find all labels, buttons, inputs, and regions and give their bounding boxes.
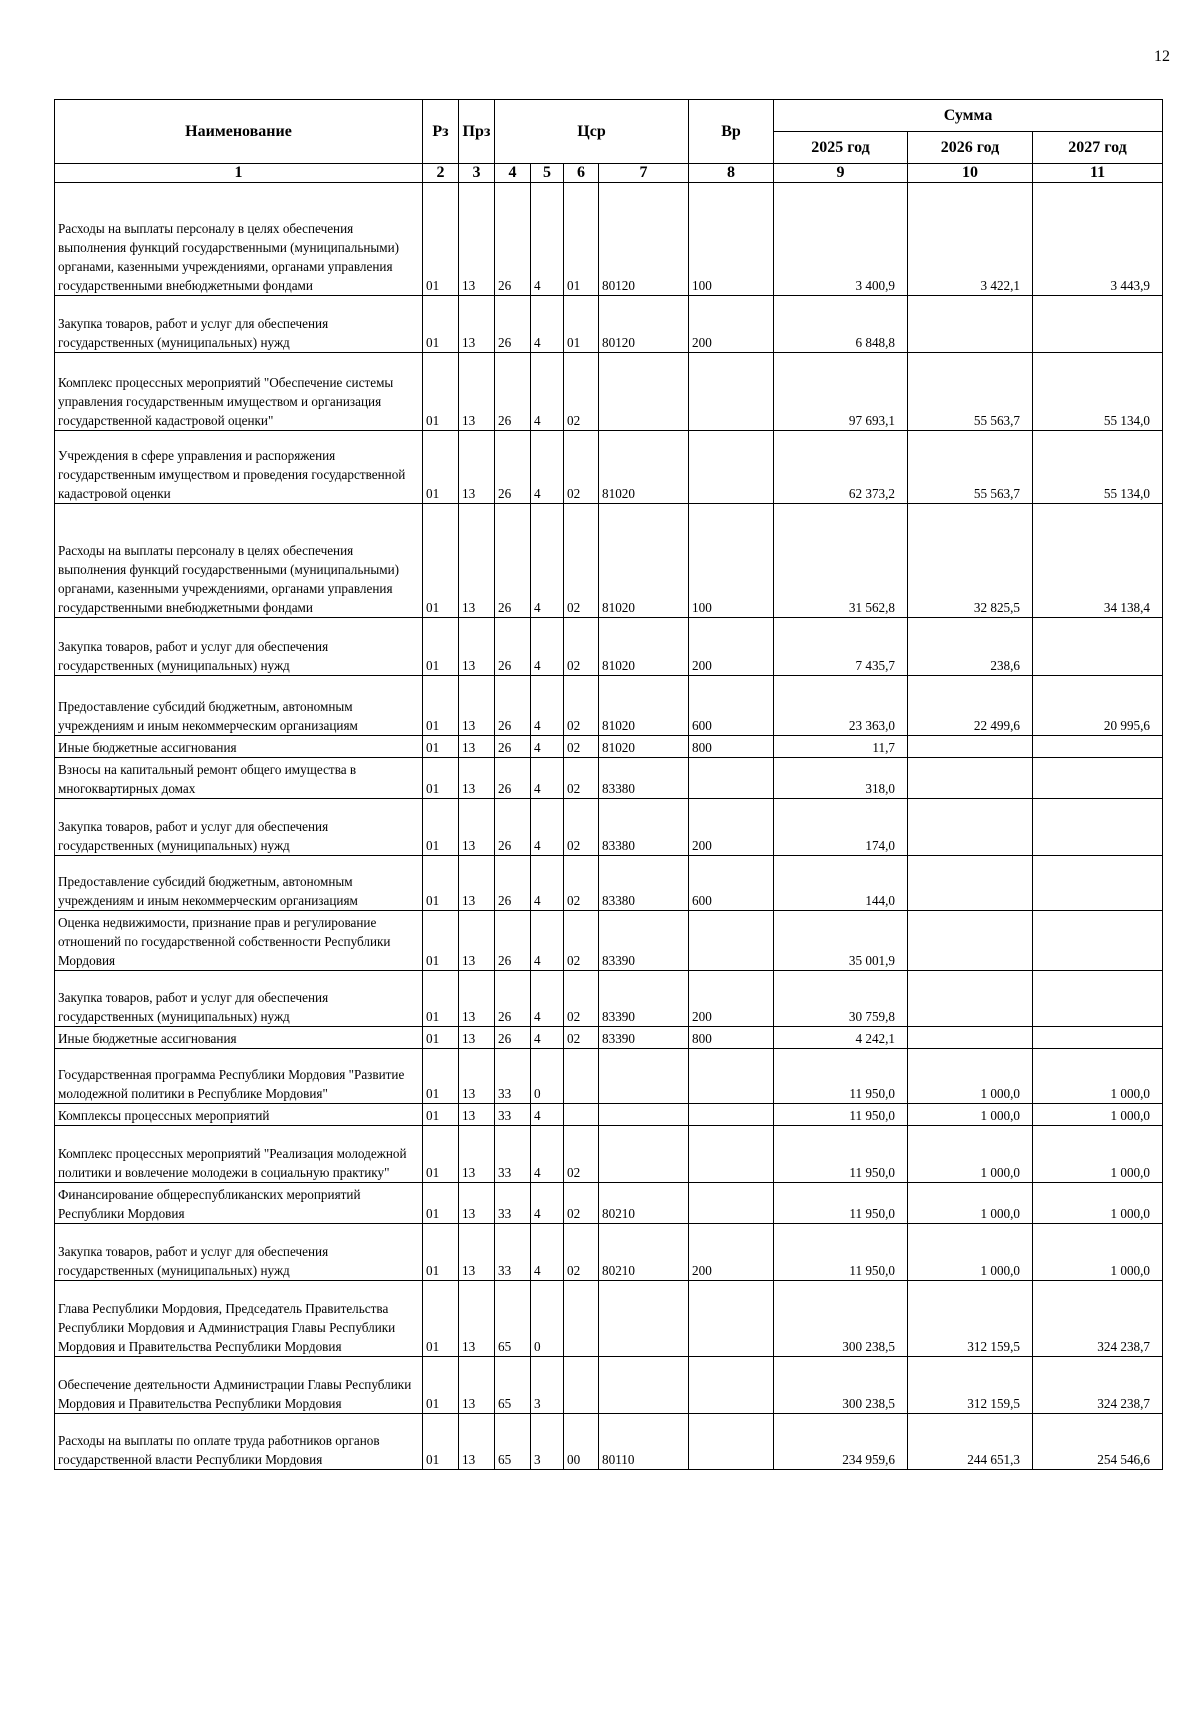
table-cell-prz: 13 bbox=[459, 1126, 495, 1183]
table-cell-sum-2025: 11,7 bbox=[774, 736, 908, 758]
table-cell-rz: 01 bbox=[423, 1104, 459, 1126]
table-cell-csr-7 bbox=[599, 1357, 689, 1414]
table-row bbox=[55, 1027, 1163, 1049]
table-cell-prz: 13 bbox=[459, 736, 495, 758]
column-number: 7 bbox=[599, 164, 689, 183]
table-cell-csr-7: 83390 bbox=[599, 1027, 689, 1049]
table-cell-name: Государственная программа Республики Мордовия "Развитие молодежной политики в Республике Мордовия" bbox=[55, 1049, 423, 1104]
table-cell-csr-6 bbox=[564, 1049, 599, 1104]
table-cell-csr-7 bbox=[599, 1126, 689, 1183]
table-cell-rz: 01 bbox=[423, 1049, 459, 1104]
table-cell-csr-5: 4 bbox=[531, 431, 564, 504]
table-cell-prz: 13 bbox=[459, 758, 495, 799]
table-cell-sum-2026: 238,6 bbox=[908, 618, 1033, 676]
table-cell-prz: 13 bbox=[459, 1357, 495, 1414]
table-cell-csr-5: 4 bbox=[531, 736, 564, 758]
header-row bbox=[55, 100, 1163, 132]
table-cell-sum-2025: 97 693,1 bbox=[774, 353, 908, 431]
table-cell-prz: 13 bbox=[459, 504, 495, 618]
table-cell-csr-6: 02 bbox=[564, 1126, 599, 1183]
table-cell-prz: 13 bbox=[459, 856, 495, 911]
table-cell-csr-7: 83390 bbox=[599, 911, 689, 971]
table-cell-vr bbox=[689, 1414, 774, 1470]
table-cell-sum-2026 bbox=[908, 736, 1033, 758]
table-row bbox=[55, 431, 1163, 504]
table-cell-sum-2026: 32 825,5 bbox=[908, 504, 1033, 618]
table-cell-csr-4: 26 bbox=[495, 676, 531, 736]
table-cell-name: Иные бюджетные ассигнования bbox=[55, 1027, 423, 1049]
header-prz: Прз bbox=[459, 100, 495, 164]
table-cell-csr-5: 4 bbox=[531, 911, 564, 971]
table-cell-name: Расходы на выплаты персоналу в целях обеспечения выполнения функций государственными (муниципальными) органами, казенными учреждениями, органами управления государственными внебюджетными фондами bbox=[55, 183, 423, 296]
table-cell-sum-2027: 20 995,6 bbox=[1033, 676, 1163, 736]
table-cell-prz: 13 bbox=[459, 911, 495, 971]
table-body bbox=[55, 183, 1163, 1470]
table-cell-rz: 01 bbox=[423, 1027, 459, 1049]
table-cell-csr-4: 26 bbox=[495, 736, 531, 758]
table-cell-csr-5: 4 bbox=[531, 676, 564, 736]
table-cell-name: Предоставление субсидий бюджетным, автономным учреждениям и иным некоммерческим организациям bbox=[55, 676, 423, 736]
table-cell-rz: 01 bbox=[423, 296, 459, 353]
table-cell-csr-6: 02 bbox=[564, 1183, 599, 1224]
table-cell-sum-2026: 1 000,0 bbox=[908, 1224, 1033, 1281]
table-cell-sum-2025: 11 950,0 bbox=[774, 1126, 908, 1183]
table-cell-sum-2026: 1 000,0 bbox=[908, 1104, 1033, 1126]
table-cell-csr-7: 81020 bbox=[599, 676, 689, 736]
table-row bbox=[55, 1414, 1163, 1470]
table-cell-sum-2027 bbox=[1033, 758, 1163, 799]
table-cell-rz: 01 bbox=[423, 1126, 459, 1183]
table-cell-sum-2025: 30 759,8 bbox=[774, 971, 908, 1027]
column-number: 10 bbox=[908, 164, 1033, 183]
table-cell-prz: 13 bbox=[459, 1414, 495, 1470]
table-cell-sum-2026: 312 159,5 bbox=[908, 1357, 1033, 1414]
table-row bbox=[55, 1049, 1163, 1104]
table-cell-vr: 100 bbox=[689, 504, 774, 618]
table-cell-csr-7: 81020 bbox=[599, 618, 689, 676]
table-cell-csr-4: 26 bbox=[495, 431, 531, 504]
column-number: 6 bbox=[564, 164, 599, 183]
table-cell-vr bbox=[689, 353, 774, 431]
table-cell-rz: 01 bbox=[423, 1183, 459, 1224]
table-cell-name: Оценка недвижимости, признание прав и регулирование отношений по государственной собственности Республики Мордовия bbox=[55, 911, 423, 971]
table-cell-sum-2025: 11 950,0 bbox=[774, 1104, 908, 1126]
table-cell-rz: 01 bbox=[423, 504, 459, 618]
table-cell-csr-5: 3 bbox=[531, 1357, 564, 1414]
table-cell-csr-4: 26 bbox=[495, 758, 531, 799]
header-year-2027: 2027 год bbox=[1033, 132, 1163, 164]
table-cell-vr: 100 bbox=[689, 183, 774, 296]
table-cell-sum-2026 bbox=[908, 758, 1033, 799]
table-cell-prz: 13 bbox=[459, 1224, 495, 1281]
table-cell-csr-5: 4 bbox=[531, 1104, 564, 1126]
table-cell-csr-4: 26 bbox=[495, 971, 531, 1027]
table-cell-csr-7: 81020 bbox=[599, 504, 689, 618]
table-cell-name: Закупка товаров, работ и услуг для обеспечения государственных (муниципальных) нужд bbox=[55, 618, 423, 676]
table-cell-sum-2027: 55 134,0 bbox=[1033, 431, 1163, 504]
table-cell-prz: 13 bbox=[459, 1104, 495, 1126]
table-cell-csr-7: 80110 bbox=[599, 1414, 689, 1470]
table-cell-name: Обеспечение деятельности Администрации Главы Республики Мордовия и Правительства Республики Мордовия bbox=[55, 1357, 423, 1414]
table-cell-csr-5: 4 bbox=[531, 618, 564, 676]
table-cell-prz: 13 bbox=[459, 296, 495, 353]
table-cell-csr-4: 26 bbox=[495, 911, 531, 971]
table-cell-sum-2027: 3 443,9 bbox=[1033, 183, 1163, 296]
table-cell-sum-2025: 7 435,7 bbox=[774, 618, 908, 676]
table-cell-csr-7: 83380 bbox=[599, 799, 689, 856]
table-cell-sum-2027 bbox=[1033, 911, 1163, 971]
header-year-2026: 2026 год bbox=[908, 132, 1033, 164]
table-cell-sum-2027 bbox=[1033, 1027, 1163, 1049]
table-cell-csr-6 bbox=[564, 1281, 599, 1357]
table-cell-csr-6: 02 bbox=[564, 736, 599, 758]
table-cell-csr-4: 26 bbox=[495, 1027, 531, 1049]
table-cell-vr: 600 bbox=[689, 676, 774, 736]
table-row bbox=[55, 618, 1163, 676]
table-row bbox=[55, 1126, 1163, 1183]
table-row bbox=[55, 1224, 1163, 1281]
table-cell-sum-2025: 11 950,0 bbox=[774, 1183, 908, 1224]
table-cell-csr-7: 81020 bbox=[599, 736, 689, 758]
header-csr: Цср bbox=[495, 100, 689, 164]
table-cell-csr-7: 83380 bbox=[599, 856, 689, 911]
table-cell-csr-5: 4 bbox=[531, 971, 564, 1027]
table-cell-sum-2025: 318,0 bbox=[774, 758, 908, 799]
table-cell-csr-6: 02 bbox=[564, 431, 599, 504]
table-cell-sum-2025: 35 001,9 bbox=[774, 911, 908, 971]
column-number: 4 bbox=[495, 164, 531, 183]
table-cell-name: Расходы на выплаты персоналу в целях обеспечения выполнения функций государственными (муниципальными) органами, казенными учреждениями, органами управления государственными внебюджетными фондами bbox=[55, 504, 423, 618]
table-cell-rz: 01 bbox=[423, 856, 459, 911]
table-cell-rz: 01 bbox=[423, 736, 459, 758]
table-row bbox=[55, 296, 1163, 353]
table-cell-sum-2027: 1 000,0 bbox=[1033, 1126, 1163, 1183]
table-cell-vr: 600 bbox=[689, 856, 774, 911]
table-cell-sum-2027: 324 238,7 bbox=[1033, 1357, 1163, 1414]
table-cell-sum-2026: 3 422,1 bbox=[908, 183, 1033, 296]
column-number: 1 bbox=[55, 164, 423, 183]
table-row bbox=[55, 1104, 1163, 1126]
table-cell-sum-2027: 1 000,0 bbox=[1033, 1183, 1163, 1224]
table-cell-sum-2027 bbox=[1033, 736, 1163, 758]
table-cell-prz: 13 bbox=[459, 431, 495, 504]
table-cell-csr-7 bbox=[599, 1281, 689, 1357]
table-row bbox=[55, 856, 1163, 911]
table-cell-vr bbox=[689, 1049, 774, 1104]
header-year-2025: 2025 год bbox=[774, 132, 908, 164]
table-cell-vr bbox=[689, 1357, 774, 1414]
column-number: 9 bbox=[774, 164, 908, 183]
table-cell-csr-5: 4 bbox=[531, 183, 564, 296]
column-number: 11 bbox=[1033, 164, 1163, 183]
table-cell-sum-2027: 1 000,0 bbox=[1033, 1049, 1163, 1104]
column-number: 3 bbox=[459, 164, 495, 183]
table-cell-sum-2025: 62 373,2 bbox=[774, 431, 908, 504]
table-cell-sum-2027: 1 000,0 bbox=[1033, 1104, 1163, 1126]
table-cell-csr-4: 26 bbox=[495, 183, 531, 296]
table-cell-sum-2026: 1 000,0 bbox=[908, 1183, 1033, 1224]
table-cell-sum-2027 bbox=[1033, 799, 1163, 856]
table-cell-csr-6: 02 bbox=[564, 911, 599, 971]
budget-table bbox=[54, 99, 1163, 1470]
table-cell-csr-4: 65 bbox=[495, 1414, 531, 1470]
table-cell-csr-4: 33 bbox=[495, 1049, 531, 1104]
table-cell-sum-2026 bbox=[908, 1027, 1033, 1049]
table-cell-sum-2027 bbox=[1033, 618, 1163, 676]
table-cell-csr-7: 80120 bbox=[599, 183, 689, 296]
table-cell-csr-5: 0 bbox=[531, 1281, 564, 1357]
table-cell-prz: 13 bbox=[459, 799, 495, 856]
table-cell-sum-2027: 254 546,6 bbox=[1033, 1414, 1163, 1470]
table-cell-prz: 13 bbox=[459, 676, 495, 736]
table-cell-vr bbox=[689, 1183, 774, 1224]
table-cell-sum-2027 bbox=[1033, 856, 1163, 911]
table-cell-vr: 200 bbox=[689, 799, 774, 856]
table-cell-csr-7 bbox=[599, 353, 689, 431]
table-cell-csr-4: 26 bbox=[495, 799, 531, 856]
table-cell-csr-6: 02 bbox=[564, 618, 599, 676]
table-cell-csr-4: 33 bbox=[495, 1183, 531, 1224]
table-cell-csr-4: 33 bbox=[495, 1126, 531, 1183]
table-cell-sum-2027 bbox=[1033, 971, 1163, 1027]
table-cell-prz: 13 bbox=[459, 1049, 495, 1104]
table-cell-name: Взносы на капитальный ремонт общего имущества в многоквартирных домах bbox=[55, 758, 423, 799]
header-vr: Вр bbox=[689, 100, 774, 164]
table-cell-csr-4: 26 bbox=[495, 504, 531, 618]
table-cell-csr-5: 4 bbox=[531, 856, 564, 911]
table-row bbox=[55, 1281, 1163, 1357]
table-cell-name: Финансирование общереспубликанских мероприятий Республики Мордовия bbox=[55, 1183, 423, 1224]
table-cell-csr-6: 02 bbox=[564, 856, 599, 911]
table-cell-csr-5: 4 bbox=[531, 799, 564, 856]
table-cell-csr-7: 81020 bbox=[599, 431, 689, 504]
table-row bbox=[55, 353, 1163, 431]
table-cell-vr: 200 bbox=[689, 1224, 774, 1281]
table-cell-vr: 200 bbox=[689, 971, 774, 1027]
table-cell-csr-6: 02 bbox=[564, 676, 599, 736]
table-cell-name: Предоставление субсидий бюджетным, автономным учреждениям и иным некоммерческим организациям bbox=[55, 856, 423, 911]
table-row bbox=[55, 736, 1163, 758]
table-cell-csr-6: 02 bbox=[564, 758, 599, 799]
table-row bbox=[55, 676, 1163, 736]
column-number: 5 bbox=[531, 164, 564, 183]
header-sum: Сумма bbox=[774, 100, 1163, 132]
table-cell-sum-2027 bbox=[1033, 296, 1163, 353]
table-cell-name: Закупка товаров, работ и услуг для обеспечения государственных (муниципальных) нужд bbox=[55, 296, 423, 353]
table-cell-vr: 200 bbox=[689, 618, 774, 676]
table-cell-sum-2025: 234 959,6 bbox=[774, 1414, 908, 1470]
table-cell-sum-2026: 312 159,5 bbox=[908, 1281, 1033, 1357]
table-row bbox=[55, 183, 1163, 296]
table-cell-vr: 800 bbox=[689, 1027, 774, 1049]
table-cell-csr-4: 65 bbox=[495, 1357, 531, 1414]
table-cell-csr-5: 3 bbox=[531, 1414, 564, 1470]
table-cell-rz: 01 bbox=[423, 911, 459, 971]
table-cell-sum-2026 bbox=[908, 799, 1033, 856]
page-number: 12 bbox=[1154, 48, 1170, 65]
table-cell-vr: 800 bbox=[689, 736, 774, 758]
table-cell-prz: 13 bbox=[459, 618, 495, 676]
table-cell-rz: 01 bbox=[423, 1357, 459, 1414]
table-cell-csr-4: 26 bbox=[495, 618, 531, 676]
table-cell-vr: 200 bbox=[689, 296, 774, 353]
header-name: Наименование bbox=[55, 100, 423, 164]
table-cell-csr-5: 4 bbox=[531, 1126, 564, 1183]
table-cell-csr-4: 65 bbox=[495, 1281, 531, 1357]
table-cell-rz: 01 bbox=[423, 1281, 459, 1357]
table-row bbox=[55, 1183, 1163, 1224]
table-cell-sum-2026: 55 563,7 bbox=[908, 353, 1033, 431]
table-cell-sum-2027: 55 134,0 bbox=[1033, 353, 1163, 431]
table-cell-csr-7: 83380 bbox=[599, 758, 689, 799]
table-cell-csr-7: 83390 bbox=[599, 971, 689, 1027]
table-row bbox=[55, 1357, 1163, 1414]
table-cell-rz: 01 bbox=[423, 1224, 459, 1281]
table-cell-rz: 01 bbox=[423, 618, 459, 676]
table-cell-csr-7: 80120 bbox=[599, 296, 689, 353]
table-cell-sum-2025: 11 950,0 bbox=[774, 1224, 908, 1281]
table-cell-sum-2025: 3 400,9 bbox=[774, 183, 908, 296]
table-cell-sum-2026 bbox=[908, 911, 1033, 971]
table-cell-name: Учреждения в сфере управления и распоряжения государственным имуществом и проведения государственной кадастровой оценки bbox=[55, 431, 423, 504]
table-cell-prz: 13 bbox=[459, 353, 495, 431]
table-cell-csr-6: 02 bbox=[564, 971, 599, 1027]
table-cell-vr bbox=[689, 1126, 774, 1183]
table-cell-csr-6: 02 bbox=[564, 799, 599, 856]
table-cell-csr-6: 01 bbox=[564, 183, 599, 296]
table-cell-rz: 01 bbox=[423, 183, 459, 296]
table-cell-csr-5: 4 bbox=[531, 504, 564, 618]
table-cell-sum-2025: 6 848,8 bbox=[774, 296, 908, 353]
table-cell-name: Закупка товаров, работ и услуг для обеспечения государственных (муниципальных) нужд bbox=[55, 1224, 423, 1281]
table-cell-sum-2025: 11 950,0 bbox=[774, 1049, 908, 1104]
table-cell-csr-4: 26 bbox=[495, 856, 531, 911]
table-cell-csr-6 bbox=[564, 1104, 599, 1126]
table-cell-csr-7 bbox=[599, 1104, 689, 1126]
table-cell-sum-2026 bbox=[908, 971, 1033, 1027]
table-cell-rz: 01 bbox=[423, 431, 459, 504]
table-cell-name: Расходы на выплаты по оплате труда работников органов государственной власти Республики Мордовия bbox=[55, 1414, 423, 1470]
table-cell-sum-2025: 300 238,5 bbox=[774, 1281, 908, 1357]
table-cell-name: Иные бюджетные ассигнования bbox=[55, 736, 423, 758]
header-rz: Рз bbox=[423, 100, 459, 164]
table-cell-prz: 13 bbox=[459, 1027, 495, 1049]
table-cell-prz: 13 bbox=[459, 183, 495, 296]
table-cell-rz: 01 bbox=[423, 676, 459, 736]
table-cell-sum-2025: 31 562,8 bbox=[774, 504, 908, 618]
table-cell-csr-5: 4 bbox=[531, 296, 564, 353]
table-cell-vr bbox=[689, 758, 774, 799]
table-cell-rz: 01 bbox=[423, 758, 459, 799]
table-cell-sum-2026: 1 000,0 bbox=[908, 1049, 1033, 1104]
table-cell-sum-2025: 300 238,5 bbox=[774, 1357, 908, 1414]
table-cell-vr bbox=[689, 1281, 774, 1357]
column-number: 2 bbox=[423, 164, 459, 183]
table-cell-csr-6: 02 bbox=[564, 1027, 599, 1049]
table-cell-sum-2027: 34 138,4 bbox=[1033, 504, 1163, 618]
table-cell-csr-5: 4 bbox=[531, 758, 564, 799]
table-cell-csr-6: 02 bbox=[564, 353, 599, 431]
table-cell-csr-6: 02 bbox=[564, 504, 599, 618]
table-cell-prz: 13 bbox=[459, 971, 495, 1027]
table-cell-csr-4: 33 bbox=[495, 1104, 531, 1126]
table-cell-sum-2026: 55 563,7 bbox=[908, 431, 1033, 504]
column-number: 8 bbox=[689, 164, 774, 183]
table-cell-rz: 01 bbox=[423, 353, 459, 431]
table-cell-sum-2025: 144,0 bbox=[774, 856, 908, 911]
table-cell-csr-4: 33 bbox=[495, 1224, 531, 1281]
table-cell-csr-4: 26 bbox=[495, 296, 531, 353]
table-cell-csr-5: 4 bbox=[531, 353, 564, 431]
table-cell-name: Комплекс процессных мероприятий "Реализация молодежной политики и вовлечение молодежи в социальную практику" bbox=[55, 1126, 423, 1183]
table-cell-csr-5: 0 bbox=[531, 1049, 564, 1104]
table-cell-prz: 13 bbox=[459, 1281, 495, 1357]
table-cell-csr-6: 00 bbox=[564, 1414, 599, 1470]
table-cell-csr-5: 4 bbox=[531, 1183, 564, 1224]
table-cell-sum-2026: 1 000,0 bbox=[908, 1126, 1033, 1183]
table-cell-prz: 13 bbox=[459, 1183, 495, 1224]
table-cell-sum-2026 bbox=[908, 856, 1033, 911]
table-cell-vr bbox=[689, 431, 774, 504]
table-cell-rz: 01 bbox=[423, 1414, 459, 1470]
table-cell-csr-7: 80210 bbox=[599, 1224, 689, 1281]
table-cell-name: Глава Республики Мордовия, Председатель Правительства Республики Мордовия и Администрация Главы Республики Мордовия и Правительства Республики Мордовия bbox=[55, 1281, 423, 1357]
table-cell-csr-7 bbox=[599, 1049, 689, 1104]
table-cell-name: Комплексы процессных мероприятий bbox=[55, 1104, 423, 1126]
table-cell-csr-7: 80210 bbox=[599, 1183, 689, 1224]
table-cell-sum-2027: 324 238,7 bbox=[1033, 1281, 1163, 1357]
table-cell-sum-2025: 174,0 bbox=[774, 799, 908, 856]
table-cell-rz: 01 bbox=[423, 971, 459, 1027]
table-cell-csr-5: 4 bbox=[531, 1027, 564, 1049]
table-cell-sum-2026 bbox=[908, 296, 1033, 353]
table-cell-csr-4: 26 bbox=[495, 353, 531, 431]
column-number-row bbox=[55, 164, 1163, 183]
table-row bbox=[55, 504, 1163, 618]
table-cell-name: Закупка товаров, работ и услуг для обеспечения государственных (муниципальных) нужд bbox=[55, 971, 423, 1027]
table-row bbox=[55, 799, 1163, 856]
table-cell-sum-2025: 4 242,1 bbox=[774, 1027, 908, 1049]
table-row bbox=[55, 971, 1163, 1027]
table-cell-sum-2027: 1 000,0 bbox=[1033, 1224, 1163, 1281]
table-cell-vr bbox=[689, 911, 774, 971]
table-cell-csr-6: 01 bbox=[564, 296, 599, 353]
table-cell-rz: 01 bbox=[423, 799, 459, 856]
table-cell-csr-6 bbox=[564, 1357, 599, 1414]
table-cell-sum-2025: 23 363,0 bbox=[774, 676, 908, 736]
table-row bbox=[55, 911, 1163, 971]
table-row bbox=[55, 758, 1163, 799]
table-cell-sum-2026: 22 499,6 bbox=[908, 676, 1033, 736]
table-cell-csr-6: 02 bbox=[564, 1224, 599, 1281]
table-cell-name: Комплекс процессных мероприятий "Обеспечение системы управления государственным имуществом и организация государственной кадастровой оценки" bbox=[55, 353, 423, 431]
table-cell-name: Закупка товаров, работ и услуг для обеспечения государственных (муниципальных) нужд bbox=[55, 799, 423, 856]
table-cell-sum-2026: 244 651,3 bbox=[908, 1414, 1033, 1470]
table-cell-csr-5: 4 bbox=[531, 1224, 564, 1281]
table-cell-vr bbox=[689, 1104, 774, 1126]
